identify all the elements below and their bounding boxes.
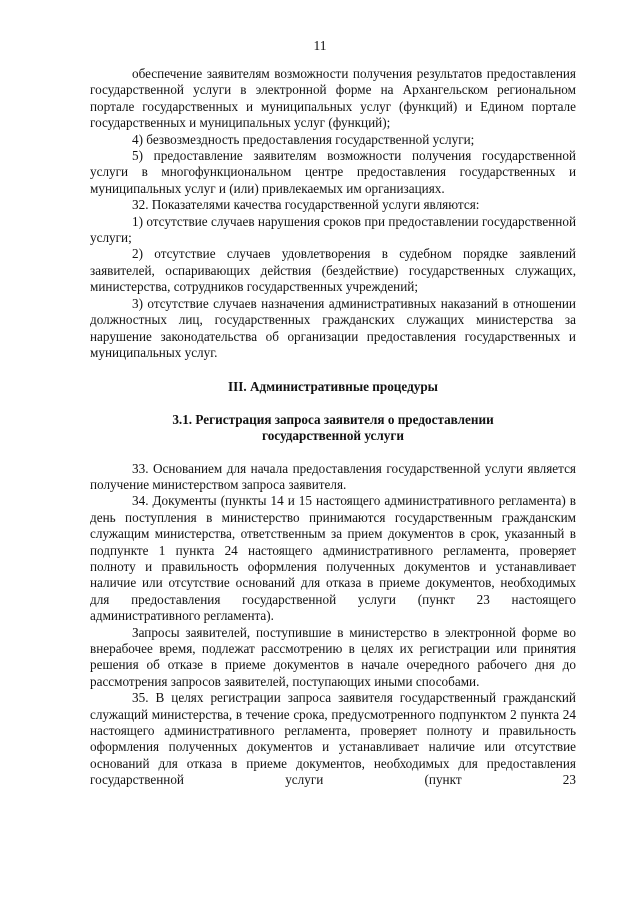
subsection-heading-line-2: государственной услуги [262, 428, 404, 444]
section-heading: III. Административные процедуры [228, 379, 438, 395]
paragraph-quality-1: 1) отсутствие случаев нарушения сроков при предоставлении государственной услуги; [90, 213, 576, 246]
paragraph-mfc: 5) предоставление заявителям возможности получения государственной услуги в многофункциональном центре предоставления государственных и муниципальных услуг и (или) привлекаемых им организациях. [90, 148, 576, 196]
paragraph-quality-2: 2) отсутствие случаев удовлетворения в судебном порядке заявлений заявителей, оспаривающих действия (бездействие) государственных служащих, министерства, сотрудников государственных учреждений; [90, 246, 576, 295]
paragraph-portal-access: обеспечение заявителям возможности получения результатов предоставления государственной услуги в электронной форме на Архангельском региональном портале государственных и муниципальных услуг (функций) и Едином портале государственных и муниципальных услуг (функций); [90, 66, 576, 131]
paragraph-electronic-requests: Запросы заявителей, поступившие в министерство в электронной форме во внерабочее время, подлежат рассмотрению в целях их регистрации или принятия решения об отказе в приеме документов в начале очередного рабочего дня до рассмотрения запросов заявителей, поступающих иными способами. [90, 624, 576, 689]
subsection-heading-line-1: 3.1. Регистрация запроса заявителя о предоставлении [172, 411, 494, 427]
paragraph-32: 32. Показателями качества государственной услуги являются: [132, 197, 480, 213]
paragraph-35: 35. В целях регистрации запроса заявителя государственный гражданский служащий министерства, в течение срока, предусмотренного подпунктом 2 пункта 24 настоящего административного регламента, проверяет полноту и правильность оформления полученных документов и устанавливает наличие или отсутствие оснований для отказа в приеме документов, необходимых для предоставления государственной услуги (пункт 23 [90, 690, 576, 788]
paragraph-quality-3: 3) отсутствие случаев назначения административных наказаний в отношении должностных лиц, государственных гражданских служащих министерства за нарушение законодательства об организации предоставления государственных и муниципальных услуг. [90, 295, 576, 360]
page-number: 11 [313, 38, 327, 53]
paragraph-33: 33. Основанием для начала предоставления государственной услуги является получение министерством запроса заявителя. [90, 460, 576, 492]
paragraph-34: 34. Документы (пункты 14 и 15 настоящего административного регламента) в день поступления в министерство принимаются государственным гражданским служащим министерства, ответственным за прием документов в срок, указанный в подпункте 1 пункта 24 настоящего административного регламента, проверяет полноту и правильность оформления полученных документов и устанавливает наличие или отсутствие оснований для отказа в приеме документов, необходимых для предоставления государственной услуги (пункт 23 настоящего административного регламента). [90, 493, 576, 624]
document-body [90, 66, 576, 789]
paragraph-free-of-charge: 4) безвозмездность предоставления государственной услуги; [132, 131, 475, 147]
